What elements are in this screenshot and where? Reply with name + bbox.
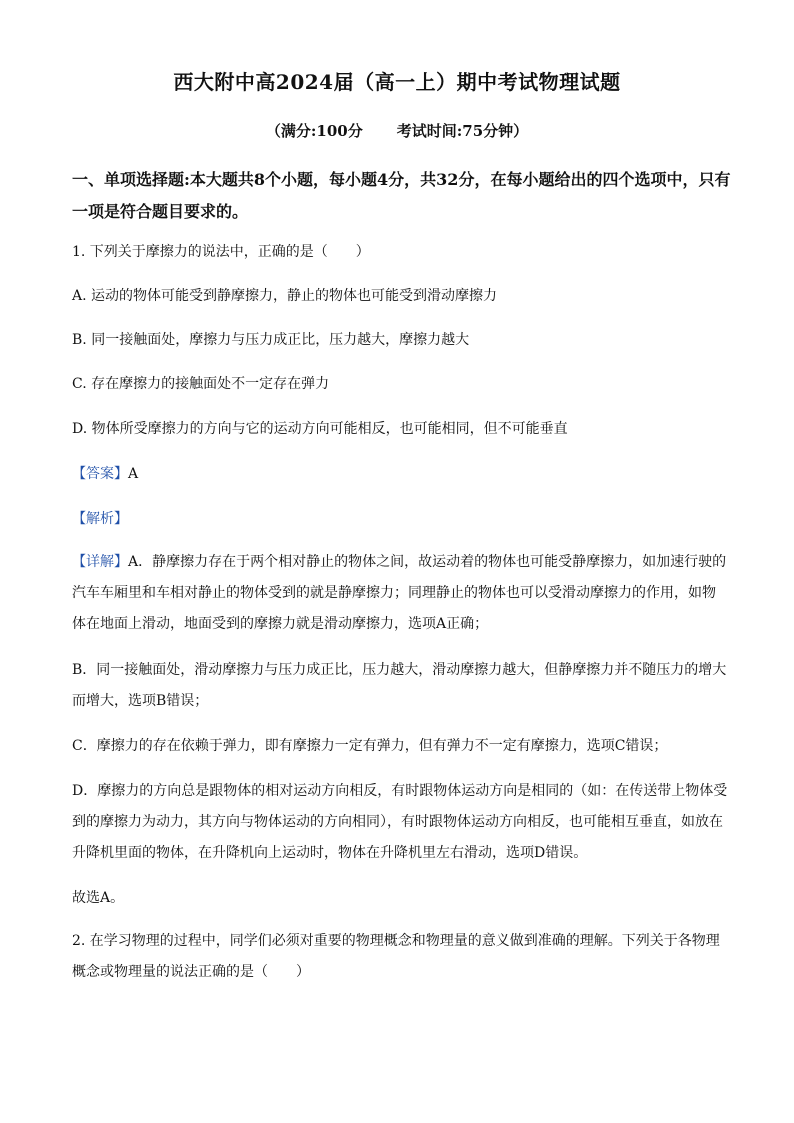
exam-time: 考试时间:75分钟） (396, 122, 529, 140)
question-1-detail-b: B．同一接触面处，滑动摩擦力与压力成正比，压力越大，滑动摩擦力越大，但静摩擦力并不随压力的增大而增大，选项B错误； (72, 662, 727, 709)
page-title: 西大附中高2024届（高一上）期中考试物理试题 (173, 70, 621, 94)
question-1-analysis-label (72, 510, 732, 528)
exam-info (0, 120, 794, 141)
question-1-stem: 1. 下列关于摩擦力的说法中，正确的是（ ） (72, 244, 370, 260)
question-1-conclusion: 故选A。 (72, 890, 125, 906)
answer-value: A (128, 466, 139, 482)
question-1-detail-d: D．摩擦力的方向总是跟物体的相对运动方向相反，有时跟物体运动方向是相同的（如：在传送带上物体受到的摩擦力为动力，其方向与物体运动的方向相同），有时跟物体运动方向相反，也可能相互垂直，如放在升降机里面的物体，在升降机向上运动时，物体在升降机里左右滑动，选项D错误。 (72, 783, 728, 861)
question-2-stem: 2. 在学习物理的过程中，同学们必须对重要的物理概念和物理量的意义做到准确的理解。下列关于各物理概念或物理量的说法正确的是（ ） (72, 933, 720, 980)
question-1-detail-a (72, 547, 728, 640)
section-heading: 一、单项选择题:本大题共8个小题，每小题4分，共32分，在每小题给出的四个选项中，只有一项是符合题目要求的。 (72, 170, 731, 221)
detail-a-text: A．静摩擦力存在于两个相对静止的物体之间，故运动着的物体也可能受静摩擦力，如加速行驶的汽车车厢里和车相对静止的物体受到的就是静摩擦力；同理静止的物体也可以受滑动摩擦力的作用，如物体在地面上滑动，地面受到的摩擦力就是滑动摩擦力，选项A正确； (72, 554, 727, 632)
question-1-detail-c: C．摩擦力的存在依赖于弹力，即有摩擦力一定有弹力，但有弹力不一定有摩擦力，选项C错误； (72, 738, 668, 754)
full-score: （满分:100分 (265, 122, 363, 140)
question-1-answer (72, 465, 732, 483)
answer-tag: 【答案】 (72, 466, 128, 482)
question-1-option-c: C. 存在摩擦力的接触面处不一定存在弹力 (72, 376, 330, 392)
question-1-option-b: B. 同一接触面处，摩擦力与压力成正比，压力越大，摩擦力越大 (72, 332, 470, 348)
question-1-option-a: A. 运动的物体可能受到静摩擦力，静止的物体也可能受到滑动摩擦力 (72, 288, 498, 304)
question-1-option-d: D. 物体所受摩擦力的方向与它的运动方向可能相反，也可能相同，但不可能垂直 (72, 421, 568, 437)
analysis-tag: 【解析】 (72, 511, 128, 527)
detail-tag: 【详解】 (72, 554, 128, 570)
